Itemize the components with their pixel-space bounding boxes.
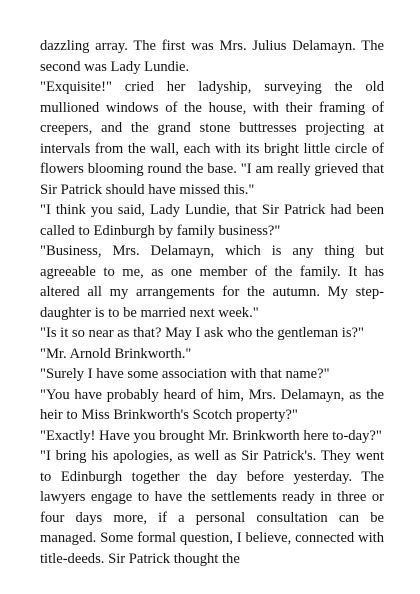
paragraph-9: "Exactly! Have you brought Mr. Brinkworth here to-day?"	[40, 427, 382, 444]
paragraph-3: "I think you said, Lady Lundie, that Sir Patrick had been called to Edinburgh by family business?"	[40, 202, 384, 239]
paragraph-4: "Business, Mrs. Delamayn, which is any thing but agreeable to me, as one member of the family. It has altered all my arrangements for the autumn. My step-daughter is to be married next week."	[40, 243, 384, 321]
paragraph-6: "Mr. Arnold Brinkworth."	[40, 345, 192, 362]
paragraph-8: "You have probably heard of him, Mrs. Delamayn, as the heir to Miss Brinkworth's Scotch property?"	[40, 386, 384, 423]
paragraph-10: "I bring his apologies, as well as Sir Patrick's. They went to Edinburgh together the day before yesterday. The lawyers engage to have the settlements ready in three or four days more, if a personal consultation can be managed. Some formal question, I believe, connected with title-deeds. Sir Patrick thought the	[40, 448, 384, 567]
paragraph-2: "Exquisite!" cried her ladyship, surveying the old mullioned windows of the house, with their framing of creepers, and the grand stone buttresses projecting at intervals from the wall, each with its bright little circle of flowers blooming round the base. "I am really grieved that Sir Patrick should have missed this."	[40, 79, 384, 198]
paragraph-5: "Is it so near as that? May I ask who the gentleman is?"	[40, 325, 364, 341]
paragraph-1: dazzling array. The first was Mrs. Julius Delamayn. The second was Lady Lundie.	[40, 38, 384, 75]
paragraph-7: "Surely I have some association with that name?"	[40, 366, 330, 382]
document-page	[40, 36, 384, 569]
